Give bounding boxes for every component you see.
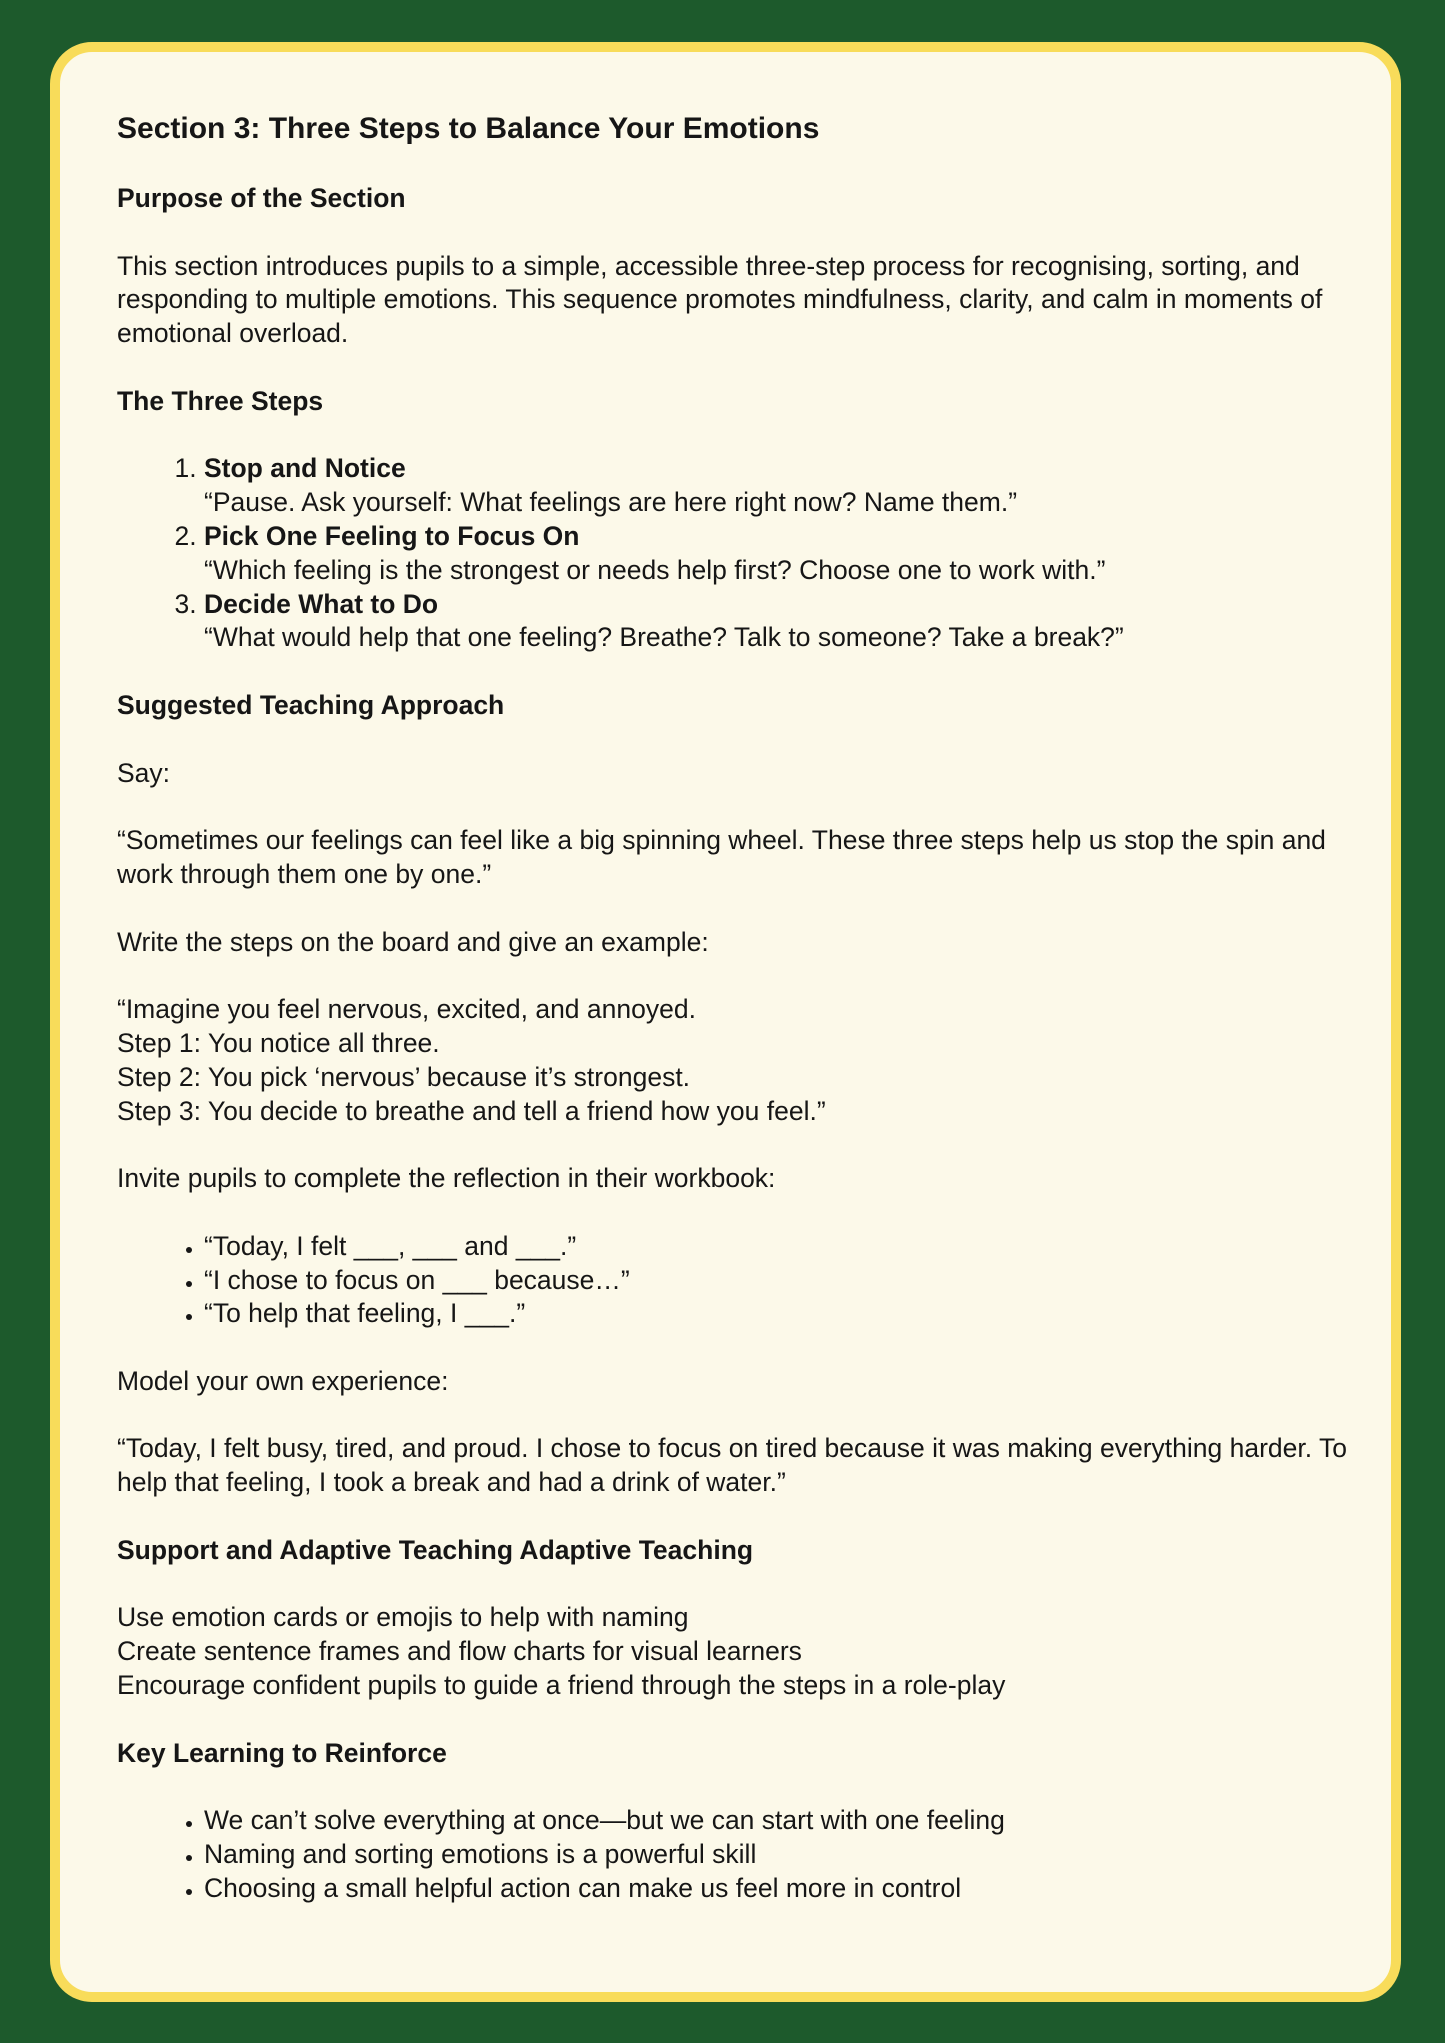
example-line: “Imagine you feel nervous, excited, and annoyed. xyxy=(117,994,696,1025)
example-line: Step 3: You decide to breathe and tell a friend how you feel.” xyxy=(117,1095,826,1126)
reflection-list xyxy=(117,1230,1357,1331)
step-quote: “Pause. Ask yourself: What feelings are here right now? Name them.” xyxy=(204,487,1018,518)
key-heading: Key Learning to Reinforce xyxy=(117,1737,447,1768)
step-item xyxy=(204,520,1357,588)
support-line: Use emotion cards or emojis to help with naming xyxy=(117,1602,689,1633)
write-instruction: Write the steps on the board and give an example: xyxy=(117,926,709,957)
say-quote: “Sometimes our feelings can feel like a big spinning wheel. These three steps help us stop the spin and work through them one by one.” xyxy=(117,825,1326,889)
approach-heading: Suggested Teaching Approach xyxy=(117,689,505,720)
step-title: 2. Pick One Feeling to Focus On xyxy=(204,520,580,551)
model-instruction: Model your own experience: xyxy=(117,1365,449,1396)
support-line: Encourage confident pupils to guide a friend through the steps in a role-play xyxy=(117,1670,1006,1701)
key-item: • We can’t solve everything at once—but we can start with one feeling xyxy=(204,1804,1357,1838)
example-block xyxy=(117,993,1357,1128)
step-quote: “Which feeling is the strongest or needs help first? Choose one to work with.” xyxy=(204,554,1106,585)
purpose-heading: Purpose of the Section xyxy=(117,183,406,213)
say-label: Say: xyxy=(117,757,171,788)
step-title: 3. Decide What to Do xyxy=(204,588,439,619)
invite-instruction: Invite pupils to complete the reflection in their workbook: xyxy=(117,1163,776,1194)
step-item xyxy=(204,588,1357,656)
example-line: Step 1: You notice all three. xyxy=(117,1027,440,1058)
key-item: • Naming and sorting emotions is a powerful skill xyxy=(204,1838,1357,1872)
example-line: Step 2: You pick ‘nervous’ because it’s strongest. xyxy=(117,1061,691,1092)
steps-heading: The Three Steps xyxy=(117,385,324,416)
support-block xyxy=(117,1601,1357,1702)
support-line: Create sentence frames and flow charts for visual learners xyxy=(117,1636,802,1667)
step-title: 1. Stop and Notice xyxy=(204,453,406,484)
document-card xyxy=(50,42,1401,2002)
key-list xyxy=(117,1804,1357,1905)
purpose-text: This section introduces pupils to a simple, accessible three-step process for recognising, sorting, and responding to multiple emotions. This sequence promotes mindfulness, clarity, and calm in moments of emotional overload. xyxy=(117,250,1323,349)
document-content xyxy=(117,110,1357,1939)
reflection-item: • “To help that feeling, I ___.” xyxy=(204,1297,1357,1331)
step-quote: “What would help that one feeling? Breathe? Talk to someone? Take a break?” xyxy=(204,622,1124,653)
support-heading: Support and Adaptive Teaching Adaptive Teaching xyxy=(117,1534,754,1565)
steps-list xyxy=(117,452,1357,655)
model-quote: “Today, I felt busy, tired, and proud. I chose to focus on tired because it was making everything harder. To help that feeling, I took a break and had a drink of water.” xyxy=(117,1433,1347,1498)
reflection-item: • “Today, I felt ___, ___ and ___.” xyxy=(204,1230,1357,1264)
reflection-item: • “I chose to focus on ___ because…” xyxy=(204,1264,1357,1298)
key-item: • Choosing a small helpful action can make us feel more in control xyxy=(204,1872,1357,1906)
step-item xyxy=(204,452,1357,520)
page-title: Section 3: Three Steps to Balance Your Emotions xyxy=(117,112,820,145)
